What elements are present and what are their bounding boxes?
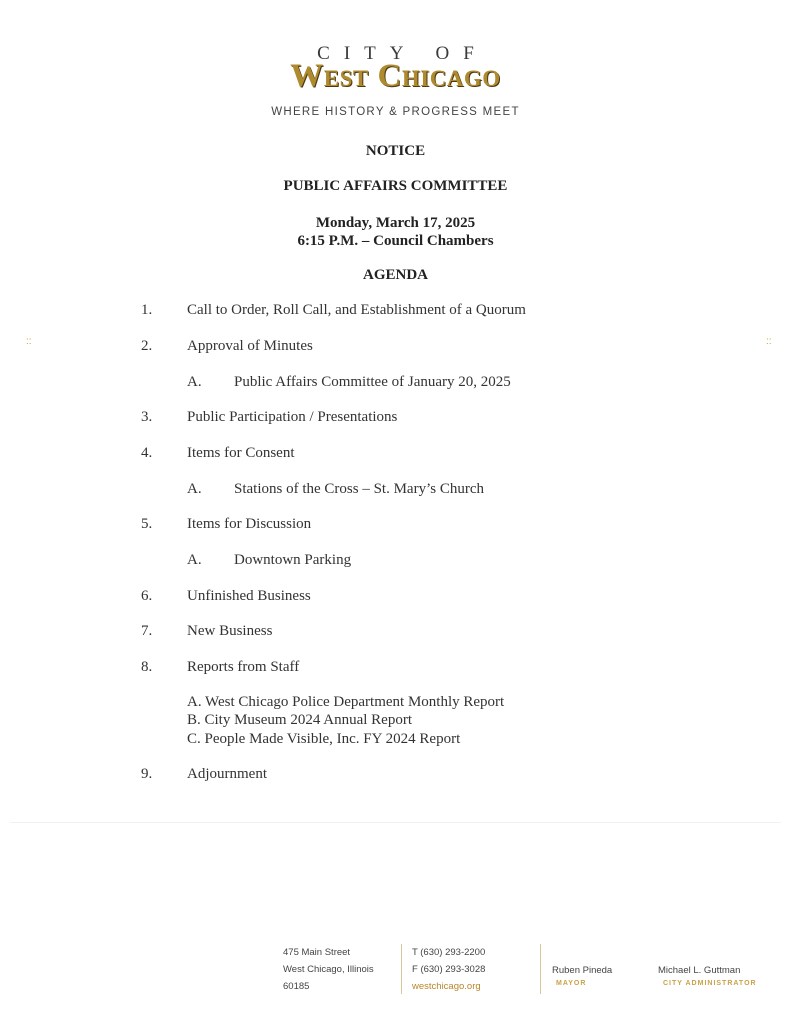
logo-city-name: West Chicago: [290, 58, 501, 94]
meeting-time-place: 6:15 P.M. – Council Chambers: [297, 233, 494, 249]
meeting-date: Monday, March 17, 2025: [315, 215, 476, 231]
address-street: 475 Main Street: [283, 947, 351, 958]
notice-title: NOTICE: [365, 143, 426, 159]
agenda-subitem-minutes-jan-20: Public Affairs Committee of January 20, 2025: [234, 374, 511, 390]
agenda-item-number: 3.: [141, 409, 153, 425]
agenda-subitem-police-report: A. West Chicago Police Department Monthly Report: [187, 694, 505, 710]
agenda-item-number: 8.: [141, 659, 153, 675]
agenda-item-call-to-order: Call to Order, Roll Call, and Establishment of a Quorum: [187, 302, 526, 318]
left-margin-mark: ::: [26, 336, 32, 347]
address-city: West Chicago, Illinois: [283, 964, 374, 975]
agenda-item-number: 4.: [141, 445, 153, 461]
agenda-item-number: 7.: [141, 623, 153, 639]
contact-block: [412, 944, 485, 995]
committee-name: PUBLIC AFFAIRS COMMITTEE: [283, 178, 508, 194]
agenda-item-number: 9.: [141, 766, 153, 782]
logo-city-of: CITY OF: [317, 43, 488, 64]
mayor-name: Ruben Pineda: [552, 965, 613, 976]
agenda-item-public-participation: Public Participation / Presentations: [187, 409, 398, 425]
logo-tagline: WHERE HISTORY & PROGRESS MEET: [271, 106, 520, 118]
address-block: [283, 944, 374, 995]
agenda-item-unfinished-business: Unfinished Business: [187, 588, 311, 604]
mayor-title: MAYOR: [556, 980, 587, 987]
agenda-item-reports-from-staff: Reports from Staff: [187, 659, 300, 675]
agenda-item-approval-of-minutes: Approval of Minutes: [187, 338, 313, 354]
administrator-name: Michael L. Guttman: [658, 965, 741, 976]
fax-number: F (630) 293-3028: [412, 964, 486, 975]
agenda-item-number: 6.: [141, 588, 153, 604]
agenda-subitem-letter: A.: [187, 552, 202, 568]
agenda-subitem-museum-report: B. City Museum 2024 Annual Report: [187, 712, 412, 728]
agenda-item-number: 1.: [141, 302, 153, 318]
agenda-subitem-stations-of-the-cross: Stations of the Cross – St. Mary’s Church: [234, 481, 484, 497]
agenda-heading: AGENDA: [362, 267, 428, 283]
divider: [401, 944, 402, 994]
right-margin-mark: ::: [766, 336, 772, 347]
phone-number: T (630) 293-2200: [412, 947, 486, 958]
agenda-subitem-people-made-visible-report: C. People Made Visible, Inc. FY 2024 Report: [187, 731, 461, 747]
website-link[interactable]: westchicago.org: [412, 981, 481, 992]
agenda-subitem-downtown-parking: Downtown Parking: [234, 552, 352, 568]
agenda-item-number: 5.: [141, 516, 153, 532]
agenda-subitem-letter: A.: [187, 481, 202, 497]
administrator-title: CITY ADMINISTRATOR: [663, 980, 757, 987]
agenda-item-consent: Items for Consent: [187, 445, 295, 461]
agenda-item-adjournment: Adjournment: [187, 766, 267, 782]
agenda-item-discussion: Items for Discussion: [187, 516, 312, 532]
agenda-item-number: 2.: [141, 338, 153, 354]
agenda-item-new-business: New Business: [187, 623, 273, 639]
divider: [10, 822, 781, 823]
agenda-subitem-letter: A.: [187, 374, 202, 390]
divider: [540, 944, 541, 994]
address-zip: 60185: [283, 981, 310, 992]
